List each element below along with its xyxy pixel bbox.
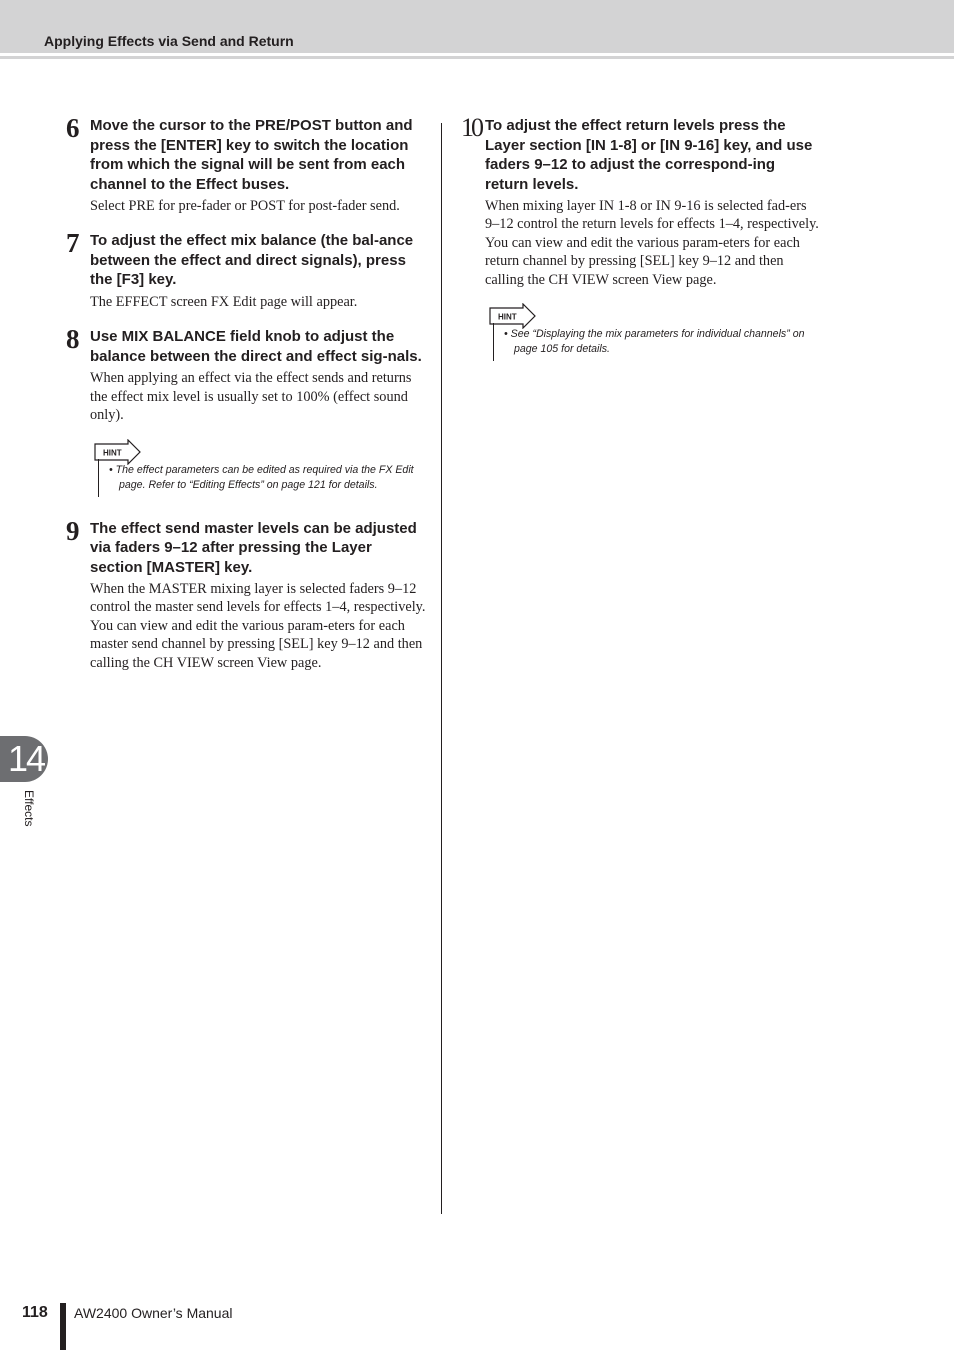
step-body: When mixing layer IN 1-8 or IN 9-16 is selected fad-ers 9–12 control the return levels for effects 1–4, respectively. You can view and edit the various param-eters for each return channel by pressing [SEL] key 9–12 and then calling the CH VIEW screen View page. — [485, 198, 819, 288]
right-column — [461, 113, 821, 377]
step-body: When applying an effect via the effect sends and returns the effect mix level is usually set to 100% (effect sound only). — [90, 370, 412, 424]
left-column — [66, 113, 426, 688]
step-title: Move the cursor to the PRE/POST button and press the [ENTER] key to switch the location from which the signal will be sent from each channel to the Effect buses. — [90, 117, 413, 193]
page-number: 118 — [22, 1304, 48, 1321]
header-rule — [0, 56, 954, 59]
chapter-label: Effects — [22, 790, 36, 827]
step-9 — [66, 515, 426, 673]
hint-body — [98, 459, 426, 497]
step-number: 10 — [461, 113, 481, 142]
hint-label: HINT — [498, 312, 517, 322]
step-title: To adjust the effect return levels press the Layer section [IN 1-8] or [IN 9-16] key, and use faders 9–12 to adjust the correspond-ing return levels. — [485, 117, 813, 193]
step-title: To adjust the effect mix balance (the bal-ance between the effect and direct signals), press the [F3] key. — [90, 232, 414, 289]
footer-bar — [60, 1303, 66, 1350]
hint-body — [493, 323, 821, 361]
step-number: 7 — [66, 228, 80, 259]
step-6 — [66, 113, 426, 215]
step-title: The effect send master levels can be adjusted via faders 9–12 after pressing the Layer section [MASTER] key. — [90, 519, 417, 576]
step-title: Use MIX BALANCE field knob to adjust the balance between the direct and effect sig-nals. — [90, 328, 422, 365]
step-8 — [66, 324, 426, 496]
hint-text: • See “Displaying the mix parameters for individual channels” on page 105 for details. — [504, 328, 805, 356]
step-number: 6 — [66, 113, 80, 143]
step-number: 8 — [66, 324, 80, 355]
hint-box — [489, 303, 821, 361]
step-body: Select PRE for pre-fader or POST for post-fader send. — [90, 198, 400, 214]
step-body: The EFFECT screen FX Edit page will appear. — [90, 293, 358, 310]
step-10 — [461, 113, 821, 361]
column-divider — [441, 123, 442, 1214]
step-body: When the MASTER mixing layer is selected faders 9–12 control the master send levels for effects 1–4, respectively. You can view and edit the various param-eters for each master send channel by pressing [SEL] key 9–12 and then calling the CH VIEW screen View page. — [90, 581, 426, 671]
manual-title: AW2400 Owner’s Manual — [74, 1305, 233, 1321]
hint-text: • The effect parameters can be edited as required via the FX Edit page. Refer to “Editing Effects” on page 121 for details. — [109, 463, 414, 491]
step-number: 9 — [66, 515, 80, 546]
section-title: Applying Effects via Send and Return — [44, 33, 294, 49]
step-7 — [66, 228, 426, 311]
hint-label: HINT — [103, 448, 122, 458]
chapter-tab — [0, 736, 48, 782]
hint-box — [94, 439, 426, 497]
chapter-number: 14 — [8, 738, 45, 779]
